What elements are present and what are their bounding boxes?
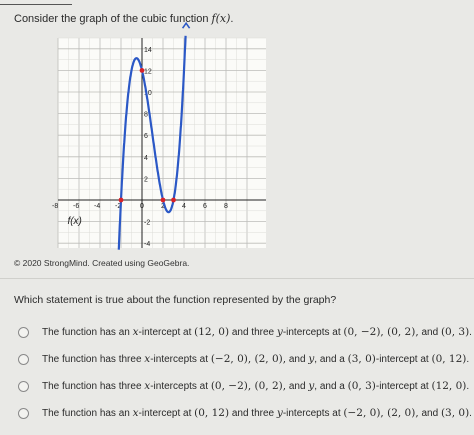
option-part-var2: y <box>276 326 283 338</box>
option-part-f: . <box>466 354 470 365</box>
option-part-m3: (12, 0) <box>431 380 467 392</box>
option-part-b: -intercepts at <box>150 354 211 365</box>
answer-option-4[interactable] <box>18 404 472 422</box>
y-tick-label: -4 <box>144 241 151 249</box>
option-part-var1: x <box>132 326 139 338</box>
option-part-f: . <box>469 408 472 419</box>
x-tick-label: 0 <box>140 203 144 210</box>
option-part-b: -intercept at <box>138 327 195 338</box>
section-divider <box>0 278 474 279</box>
option-part-a: The function has an <box>42 327 133 338</box>
graph-credit: © 2020 StrongMind. Created using GeoGebra. <box>14 258 190 268</box>
option-part-m1: (12, 0) <box>194 326 230 338</box>
y-tick-label: 10 <box>144 90 152 97</box>
intercept-point <box>171 198 176 203</box>
option-part-m1: (0, 12) <box>194 407 230 419</box>
option-part-m2: (0, 3) <box>347 380 376 392</box>
option-part-b: -intercepts at <box>150 381 211 392</box>
radio-button[interactable] <box>18 327 29 338</box>
answer-option-text <box>42 353 469 365</box>
option-part-d: , and a <box>314 354 348 365</box>
option-part-f: . <box>466 381 470 392</box>
radio-button[interactable] <box>18 408 29 419</box>
option-part-m1: (0, −2), (0, 2), <box>210 380 287 392</box>
option-part-var1: x <box>144 380 151 392</box>
prompt-period: . <box>230 13 234 25</box>
x-tick-label: 6 <box>203 203 207 210</box>
intercept-point <box>119 198 124 203</box>
option-part-e: -intercept at <box>375 381 432 392</box>
y-tick-label: 4 <box>144 154 148 162</box>
option-part-f: . <box>469 327 472 338</box>
question-text: Which statement is true about the function represented by the graph? <box>14 294 337 306</box>
x-tick-label: 4 <box>182 203 186 210</box>
y-tick-label: -2 <box>144 219 151 227</box>
y-tick-label: 6 <box>144 133 148 141</box>
option-part-e: -intercept at <box>375 354 432 365</box>
function-label: f(x) <box>67 215 82 227</box>
x-tick-label: -2 <box>115 203 122 210</box>
option-part-a: The function has three <box>42 381 145 392</box>
answer-option-text <box>42 326 472 338</box>
option-part-e: and <box>418 327 441 338</box>
option-part-m2: (3, 0) <box>347 353 376 365</box>
y-tick-label: 12 <box>144 68 152 76</box>
option-part-d: -intercepts at <box>282 408 344 419</box>
option-part-a: The function has an <box>42 408 133 419</box>
option-part-c: and three <box>229 327 277 338</box>
option-part-a: The function has three <box>42 354 145 365</box>
option-part-m1: (−2, 0), (2, 0), <box>210 353 287 365</box>
answer-option-text <box>42 380 469 392</box>
x-tick-label: 8 <box>224 203 228 210</box>
y-tick-label: 14 <box>144 46 152 54</box>
option-part-m2: (−2, 0), (2, 0), <box>343 407 419 419</box>
option-part-var2: y <box>308 353 315 365</box>
option-part-d: -intercepts at <box>282 327 344 338</box>
radio-button[interactable] <box>18 381 29 392</box>
x-tick-label: -6 <box>73 203 80 210</box>
intercept-point <box>161 198 166 203</box>
x-tick-label: 2 <box>161 203 165 210</box>
function-graph <box>52 38 266 249</box>
question-prompt <box>14 12 233 25</box>
option-part-m3: (3, 0) <box>440 407 470 419</box>
option-part-c: and three <box>229 408 277 419</box>
x-tick-label: -4 <box>94 203 101 210</box>
y-tick-label: 8 <box>144 111 148 119</box>
option-part-d: , and a <box>314 381 348 392</box>
answer-option-1[interactable] <box>18 323 472 341</box>
option-part-m2: (0, −2), (0, 2), <box>343 326 419 338</box>
option-part-c: and <box>286 381 309 392</box>
radio-button[interactable] <box>18 354 29 365</box>
option-part-m3: (0, 3) <box>440 326 470 338</box>
graph-background <box>58 38 266 248</box>
option-part-m3: (0, 12) <box>431 353 467 365</box>
option-part-var1: x <box>132 407 139 419</box>
answer-option-text <box>42 407 472 419</box>
answer-option-3[interactable] <box>18 377 469 395</box>
answer-option-2[interactable] <box>18 350 469 368</box>
option-part-e: and <box>418 408 441 419</box>
y-tick-label: 2 <box>144 176 148 184</box>
option-part-b: -intercept at <box>138 408 195 419</box>
option-part-c: and <box>286 354 309 365</box>
graph-svg <box>52 38 266 249</box>
option-part-var1: x <box>144 353 151 365</box>
option-part-var2: y <box>308 380 315 392</box>
prompt-function: f(x) <box>211 12 231 25</box>
option-part-var2: y <box>276 407 283 419</box>
prompt-text: Consider the graph of the cubic function <box>14 13 209 25</box>
intercept-point <box>140 68 145 73</box>
x-tick-label: -8 <box>52 203 59 210</box>
top-divider <box>0 4 72 5</box>
